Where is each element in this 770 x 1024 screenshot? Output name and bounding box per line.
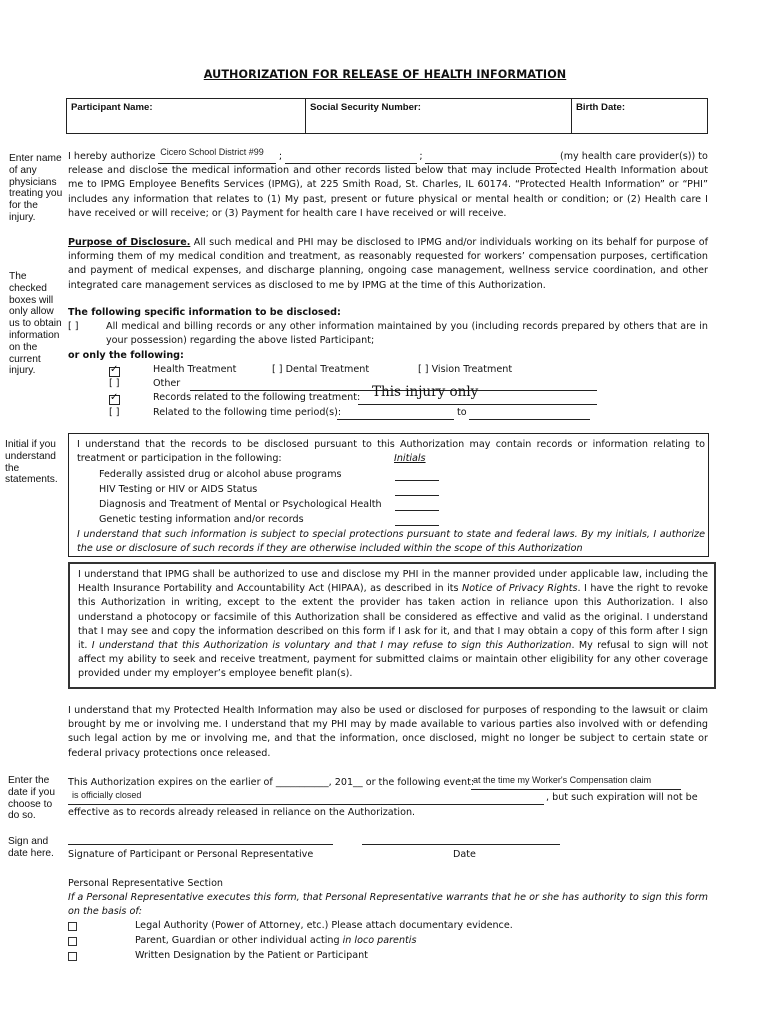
period-to-label: to <box>457 406 467 418</box>
participant-name-label: Participant Name: <box>71 102 153 113</box>
special-records-list <box>99 467 382 527</box>
time-period-label: Related to the following time period(s): <box>153 406 342 418</box>
birth-date-label: Birth Date: <box>576 102 626 113</box>
signature-date-input[interactable] <box>362 834 560 845</box>
sidebar-note-physicians: Enter name of any physicians treating you for the injury. <box>9 153 63 223</box>
health-treatment-label: Health Treatment <box>153 364 237 375</box>
expiry-year[interactable]: , 201__ or the following event: <box>328 777 475 788</box>
expiry-lead: This Authorization expires on the earlier of <box>68 777 273 788</box>
period-end-input[interactable] <box>469 406 590 420</box>
expiry-event-input[interactable] <box>471 776 681 790</box>
birth-date-field[interactable] <box>571 99 707 133</box>
signature-input[interactable] <box>68 834 333 845</box>
related-treatment-checkbox[interactable] <box>109 395 120 405</box>
dental-treatment-option[interactable]: [ ] Dental Treatment <box>272 364 370 375</box>
related-treatment-label: Records related to the following treatment: <box>153 392 361 404</box>
authorize-tail: (my health care provider(s)) to <box>559 151 708 162</box>
participant-name-field[interactable] <box>67 99 305 133</box>
expiry-line2: effective as to records already released in reliance on the Authorization. <box>68 807 416 818</box>
expiry-event-value-2: is officially closed <box>72 790 142 800</box>
provider-value: Cicero School District #99 <box>160 147 264 157</box>
or-only-label: or only the following: <box>68 349 184 361</box>
initials-input-mental-health[interactable] <box>395 498 439 511</box>
specific-heading: The following specific information to be disclosed: <box>68 307 341 318</box>
expiry-date-input[interactable]: ___________ <box>275 777 329 788</box>
health-treatment-checkbox[interactable] <box>109 367 120 377</box>
sidebar-note-initial: Initial if you understand the statements. <box>5 439 58 486</box>
personal-rep-intro: If a Personal Representative executes this form, that Personal Representative warrants that he or she has authority to sign this form on the basis of: <box>68 892 708 918</box>
initials-input-genetic[interactable] <box>395 513 439 526</box>
hipaa-box <box>68 562 716 689</box>
legal-authority-label: Legal Authority (Power of Attorney, etc.) Please attach documentary evidence. <box>135 920 513 931</box>
sidebar-note-checked-boxes: The checked boxes will only allow us to obtain information on the current injury. <box>9 271 62 377</box>
written-designation-checkbox[interactable] <box>68 952 77 961</box>
personal-rep-heading: Personal Representative Section <box>68 878 224 889</box>
initials-input-hiv[interactable] <box>395 483 439 496</box>
specific-options <box>107 363 707 420</box>
written-designation-label: Written Designation by the Patient or Participant <box>135 950 368 961</box>
signature-date-label: Date <box>453 849 476 860</box>
purpose-paragraph <box>68 236 708 293</box>
document-title: AUTHORIZATION FOR RELEASE OF HEALTH INFORMATION <box>203 68 567 81</box>
expiry-event-input-2[interactable] <box>68 791 544 805</box>
all-records-checkbox[interactable]: [ ] <box>68 321 79 333</box>
period-start-input[interactable] <box>337 406 454 420</box>
authorize-lead: I hereby authorize <box>68 151 156 162</box>
other-label: Other <box>153 378 181 390</box>
expiry-tail: , but such expiration will not be <box>546 792 698 803</box>
ssn-label: Social Security Number: <box>310 102 421 113</box>
notice-privacy-rights: Notice of Privacy Rights <box>462 583 578 595</box>
expiry-section <box>68 776 708 820</box>
participant-info-table <box>66 98 708 134</box>
special-records-intro: I understand that the records to be disclosed pursuant to this Authorization may contain records or information relating to treatment or participation in the following: <box>77 439 705 465</box>
loco-parentis-text: in loco parentis <box>342 935 417 946</box>
provider-input-2[interactable] <box>285 150 417 164</box>
other-checkbox[interactable]: [ ] <box>109 378 120 390</box>
special-record-item: Federally assisted drug or alcohol abuse programs <box>99 469 342 480</box>
personal-rep-section <box>68 877 708 920</box>
parent-guardian-label: Parent, Guardian or other individual acting in loco parentis <box>135 935 417 946</box>
special-record-item: Genetic testing information and/or records <box>99 514 304 526</box>
provider-input-3[interactable] <box>425 150 557 164</box>
authorize-body: release and disclose the medical information and other records listed below that may include Protected Health Information about me to IPMG Employee Benefits Services (IPMG), at 225 Smith Road, St. Charles, IL 60174. “Protected Health Information” or “PHI” includes any information that relates to (1) My past, present or future physical or mental health or condition; or (2) Health care I have received or will receive; or (3) Payment for health care I have received or will receive. <box>68 165 708 219</box>
specific-info-section <box>68 306 708 363</box>
personal-rep-options <box>68 919 708 964</box>
authorize-paragraph: I hereby authorize Cicero School District #99 ; ; (my health care provider(s)) to release and disclose the medical information and other records listed below that may include Protected Health Information about me to IPMG Employee Benefits Services (IPMG), at 225 Smith Road, St. Charles, IL 60174. “Protected Health Information” or “PHI” includes any information that relates to (1) My past, present or future physical or mental health or condition; or (2) Health care I have received or will receive; or (3) Payment for health care I have received or will receive. <box>68 150 708 221</box>
treatment-input[interactable] <box>358 384 597 405</box>
signature-label: Signature of Participant or Personal Representative <box>68 849 314 860</box>
sidebar-note-expire: Enter the date if you choose to do so. <box>8 775 56 822</box>
purpose-text: All such medical and PHI may be disclosed to IPMG and/or individuals working on its behalf for purpose of informing them of my medical condition and treatment, as reasonably requested for workers’ compensation purposes, certification and payment of medical expenses, and discharge planning, ongoing case management, wellness service coordination, and other integrated care management services as disclosed to me by IPMG at the time of this Authorization. <box>68 237 708 291</box>
vision-treatment-option[interactable]: [ ] Vision Treatment <box>418 364 513 375</box>
sidebar-note-sign: Sign and date here. <box>8 836 54 859</box>
initials-label: Initials <box>394 453 426 464</box>
hipaa-paragraph: I understand that IPMG shall be authorized to use and disclose my PHI in the manner provided under applicable law, including the Health Insurance Portability and Accountability Act (HIPAA), as described in its Notice of Privacy Rights. I have the right to revoke this Authorization in writing, except to the extent the provider has taken action in reliance upon this Authorization. I also understand a photocopy or facsimile of this Authorization shall be considered as effective and valid as the original. I understand that I may see and copy the information described on this form if I ask for it, and that I may obtain a copy of this form after I sign it. I understand that this Authorization is voluntary and that I may refuse to sign this Authorization. My refusal to sign will not affect my ability to seek and receive treatment, payment for submitted claims or maintain other eligibility for any other coverage provided under my employer’s employee benefit plan(s). <box>78 569 709 680</box>
time-period-checkbox[interactable]: [ ] <box>109 406 120 418</box>
special-record-item: HIV Testing or HIV or AIDS Status <box>99 484 258 496</box>
parent-guardian-checkbox[interactable] <box>68 937 77 946</box>
all-records-text: All medical and billing records or any other information maintained by you (including records prepared by others that are in your possession) regarding the above listed Participant; <box>106 321 708 347</box>
provider-input-1[interactable] <box>158 147 276 164</box>
voluntary-statement: I understand that this Authorization is voluntary and that I may refuse to sign this Authorization <box>91 640 572 652</box>
expiry-event-value: at the time my Worker's Compensation claim <box>473 775 652 785</box>
special-records-box <box>68 433 709 557</box>
treatment-value: This injury only <box>372 384 479 401</box>
purpose-label: Purpose of Disclosure. <box>68 237 191 248</box>
lawsuit-paragraph: I understand that my Protected Health Information may also be used or disclosed for purposes of responding to the lawsuit or claim brought by me or involving me. I understand that my PHI may by made available to various parties also involved with or defending such legal action by me or involving me, and that the information, once disclosed, might no longer be subject to certain state or federal privacy protections once released. <box>68 705 708 759</box>
special-record-item: Diagnosis and Treatment of Mental or Psychological Health <box>99 499 382 511</box>
legal-authority-checkbox[interactable] <box>68 922 77 931</box>
initials-input-drug-alcohol[interactable] <box>395 468 439 481</box>
special-records-note: I understand that such information is subject to special protections pursuant to state and federal laws. By my initials, I authorize the use or disclosure of such records if they are otherwise included within the scope of this Authorization <box>77 529 705 555</box>
ssn-field[interactable] <box>305 99 571 133</box>
